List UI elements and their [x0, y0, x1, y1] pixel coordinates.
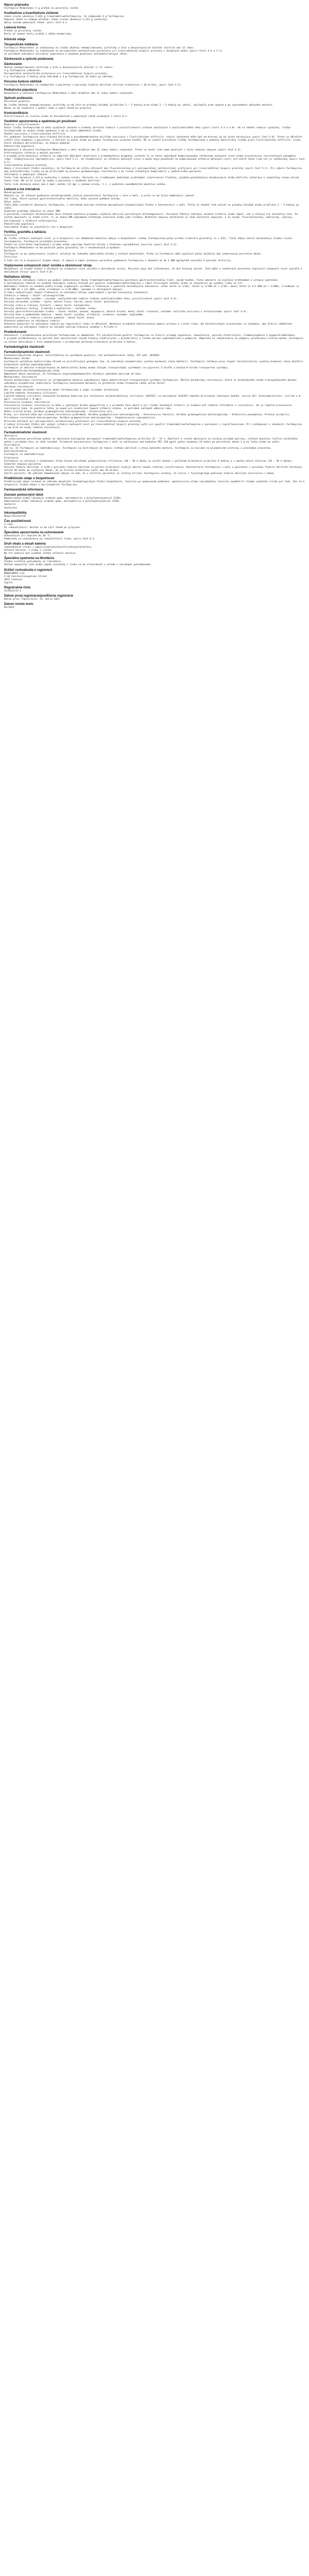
section-paragraph: Po jednorazovom perorálnom podaní je absolútna biologická dostupnosť trometamóliumfosfomycínu približne 33 – 53 %. Rýchlosť a rozsah absorpcie sa znižujú príjmom potravy, celkové množstvo liečiva vylúčeného močom v priebehu času je však rovnaké. Priemerné koncentrácie fosfomycínu v moči sa udržiavajú nad hodnotou MIC 128 μg/ml počas najmenej 24 hodín po perorálnej dávke 3 g na lačno alebo po jedle.: [4, 437, 298, 444]
section-heading: Terapeutické indikácie: [4, 42, 38, 46]
section-paragraph: 03/2023: [4, 606, 14, 609]
section-paragraph: Fosfomycín sa nemetabolizuje.: [4, 453, 46, 456]
section-paragraph: Pretrvávajúce infekcie a mužskí pacienti: [4, 151, 61, 155]
section-heading: Registračné číslo: [4, 585, 31, 589]
document-section: [4, 188, 305, 229]
section-heading: Názov prípravku: [4, 3, 29, 7]
section-paragraph: Akútna nekomplikovaná cystitída u žien a dospievajúcich dievčat (> 12 rokov):: [4, 66, 114, 69]
section-paragraph: Poruchy dýchacej sústavy, hrudníka a mediastína – neznáme: astma.: [4, 307, 97, 310]
section-paragraph: Celkové poruchy a reakcie v mieste podania – menej časté: únava.: [4, 316, 96, 319]
document-section: [4, 477, 305, 487]
section-paragraph: Prášok na perorálny roztok.: [4, 30, 43, 33]
document-section: [4, 556, 305, 567]
section-paragraph: Pomocná látka so známym účinkom: Jedno vrecko obsahuje 2,213 g sacharózy.: [4, 19, 108, 22]
section-paragraph: Farmakoterapeutická skupina: Antiinfektíva na systémové použitie, iné antibakteriálne látky, ATC kód: J01XX01: [4, 354, 160, 357]
section-heading: Lieková forma: [4, 26, 26, 30]
section-paragraph: Žiadne zvláštne požiadavky na likvidáciu.: [4, 561, 63, 564]
section-paragraph: Fosfomycín sa po jednorazovej injekcii vylučuje do ľudského materského mlieka v nízkych množstvách. Preto sa fosfomycín môže používať počas dojčenia ako jednorazová perorálna dávka.: [4, 253, 262, 256]
section-paragraph: Metoklopramid:: [4, 191, 24, 194]
section-paragraph: Vplyv jedla:: [4, 200, 22, 204]
section-paragraph: Fosfomycin Medochemie je indikovaný na perioperačnú antibiotickú profylaxiu pri transrektálnej biopsii prostaty u dospelých mužov (pozri časti 4.4 a 5.1).: [4, 49, 224, 53]
section-heading: Dávkovanie a spôsob podávania: [4, 57, 54, 61]
section-heading: Druh obalu a obsah balenia: [4, 542, 46, 546]
section-paragraph: Sacharín: [4, 503, 16, 506]
section-paragraph: 3 g fosfomycínu 3 hodiny pred zákrokom a 3 g fosfomycínu 24 hodín po zákroku.: [4, 76, 114, 79]
section-paragraph: Limitné hodnoty testovania citlivosti: [4, 392, 57, 395]
document-section: [4, 275, 305, 330]
section-paragraph: Poruchy srdca a srdcovej činnosti – menej časté: tachykardia.: [4, 304, 91, 307]
section-paragraph: Biely až takmer biely prášok s vôňou mandarínky.: [4, 33, 73, 36]
section-paragraph: Starší pacienti: Na základe obmedzených údajov sa zdá, že u starších pacientov je renálny klírens fosfomycínu znížený, čo súvisí s fyziologickým poklesom funkcie obličiek súvisiacim s vekom.: [4, 472, 275, 475]
section-paragraph: Predklinické údaje získané na základe obvyklých farmakologických štúdií bezpečnosti, toxicity po opakovanom podávaní, genotoxicity alebo reprodukčnej toxicity neodhalili žiadne osobitné riziko pre ľudí. Nie sú k dispozícii žiadne údaje o karcinogenite fosfomycínu.: [4, 481, 305, 487]
section-heading: Dátum revízie textu: [4, 602, 33, 606]
section-paragraph: Hlásenie podozrení na nežiaduce reakcie po registrácii lieku je dôležité. Umožňuje priebežné monitorovanie pomeru prínosu a rizika lieku. Od zdravotníckych pracovníkov sa vyžaduje, aby hlásili akékoľvek podozrenia na nežiaduce reakcie na národné centrum hlásenia uvedené v Prílohe V.: [4, 323, 292, 329]
section-paragraph: Perioperačná antibiotická profylaxia pri transrektálnej biopsii prostaty:: [4, 73, 108, 76]
section-heading: Predklinické údaje o bezpečnosti: [4, 477, 55, 481]
document-section: [4, 26, 305, 36]
section-paragraph: Pediatrická populácia: [4, 223, 35, 226]
section-heading: Inkompatibility: [4, 511, 27, 515]
document-section: [4, 57, 305, 61]
section-paragraph: Podmienky na uchovávanie po rekonštitúcii lieku, pozri časť 6.3.: [4, 538, 96, 540]
section-paragraph: 3011 Limassol: [4, 578, 23, 581]
section-paragraph: Fosfomycín uplatňuje baktericídny účinok na proliferujúce patogény tým, že zabraňuje enzymatickej syntéze bunkovej steny baktérií. Fosfomycín inhibuje prvý stupeň intracelulárnej syntézy bunkovej steny baktérií blokovaním syntézy peptidoglykánu.: [4, 360, 303, 366]
section-paragraph: Fosfomycin Medochemie sa má používať počas gravidity len v nevyhnutných prípadoch.: [4, 247, 121, 250]
section-paragraph: Tento liek obsahuje menej ako 1 mmol sodíka (23 mg) v jednom vrecku, t.j. v podstate zanedbateľné množstvo sodíka.: [4, 183, 167, 186]
section-paragraph: Bezpečnosť a účinnosť Fosfomycinu Medochemie u detí mladších ako 12 rokov neboli stanovené.: [4, 92, 134, 95]
section-paragraph: Pomarančová aróma (obsahuje arabskú gumu, maltodextrín a butylhydroxyanizol E320): [4, 500, 120, 503]
section-paragraph: Neaplikovateľné.: [4, 515, 27, 518]
section-paragraph: V nasledujúcej tabuľke sú uvedené nežiaduce reakcie hlásené pri použití trometamóliumfosfomycínu v rámci klinických skúšaní alebo zo skúseností po uvedení lieku na trh.: [4, 282, 244, 285]
section-paragraph: Tento liek obsahuje 2,213 g sacharózy v jednom vrecku. Pacienti so zriedkavými dedičnými problémami intolerancie fruktózy, glukózo-galaktózovej malabsorpcie alebo deficitu sacharázy a izomaltázy nesmú užívať tento liek. Má sa to vziať do úvahy u pacientov s diabetes mellitus.: [4, 177, 299, 183]
document-section: [4, 568, 305, 585]
section-paragraph: Skrížená rezistencia: [4, 385, 33, 388]
section-paragraph: U pacientov liečených antibiotikami bolo hlásené množstvo prípadov zvýšenia aktivity perorálnych antikoagulancií. Rizikové faktory zahŕňajú závažnú infekciu alebo zápal, vek a celkový zlý zdravotný stav. Za týchto okolností je ťažké určiť, či je zmena INR spôsobená infekčným ochorením alebo jeho liečbou. Niektoré skupiny antibiotík sú však častejšie zapojené, a to najmä: fluorochinolóny, makrolidy, cyklíny, kotrimoxazol a niektoré cefalosporíny.: [4, 213, 298, 223]
section-paragraph: Dátum prvej registrácie: 23. marca 2021: [4, 598, 60, 601]
section-paragraph: Na liečbu infekcií močových ciest je k dispozícii len obmedzené množstvo údajov o bezpečnosti liečby fosfomycínom počas prvého trimestra gravidity (n = 152). Tieto údaje zatiaľ nenaznačujú žiadne riziko teratogenity. Fosfomycín prechádza placentou.: [4, 237, 292, 243]
section-paragraph: Absorpcia: [4, 434, 17, 437]
section-paragraph: U ľudí nie sú k dispozícii žiadne údaje. U samcov a samíc potkanov perorálne podávanie fosfomycínu v dávkach až do 1 000 mg/kg/deň neviedlo k poruche fertility.: [4, 259, 232, 262]
document-section: [4, 88, 305, 95]
section-heading: Farmakokinetické vlastnosti: [4, 430, 47, 434]
document-section: [4, 11, 305, 25]
section-paragraph: Fertilita: [4, 256, 17, 259]
document-section: [4, 431, 305, 476]
section-paragraph: 3 g fosfomycínu jedenkrát.: [4, 69, 41, 72]
section-paragraph: Jedno vrecko obsahuje 5,631 g trometamóliumfosfomycínu, čo zodpovedá 3 g fosfomycínu.: [4, 15, 126, 19]
document-section: [4, 511, 305, 518]
section-paragraph: Pediatrická populácia: [4, 145, 35, 148]
section-paragraph: Interakčné štúdie sa uskutočnili len u dospelých.: [4, 226, 74, 229]
section-heading: Pediatrická populácia: [4, 88, 37, 92]
document-section: [4, 531, 305, 541]
section-paragraph: Veľkosť balenia: 1 alebo 2 vrecká.: [4, 549, 53, 552]
section-paragraph: Všetok nepoužitý liek alebo odpad vzniknutý z lieku sa má zlikvidovať v súlade s národnými požiadavkami.: [4, 564, 152, 567]
document-section: [4, 43, 305, 56]
section-paragraph: Po rekonštitúcii: Roztok sa má užiť ihneď po príprave.: [4, 526, 81, 529]
section-paragraph: Bezpečnosť a účinnosť Fosfomycinu Medochemie u detí mladších ako 12 rokov neboli stanovené. Preto sa tento liek nemá používať v tejto vekovej skupine (pozri časť 4.2).: [4, 148, 242, 151]
section-paragraph: Nevykonali sa žiadne štúdie o účinkoch na schopnosť viesť vozidlá a obsluhovať stroje. Pacienti majú byť informovaní, že bol hlásený závrat. Toto môže u niektorých pacientov ovplyvniť schopnosť viesť vozidlá a obsluhovať stroje (pozri časť 4.8).: [4, 267, 302, 274]
section-paragraph: Dojčenie: [4, 250, 16, 253]
section-paragraph: Hlavný mechanizmus rezistencie je chromozomálna mutácia spôsobujúca zmenu bakteriálnych transportných systémov fosfomycínu. Ďalšie mechanizmy rezistencie, ktoré sú plazmidového alebo transpozónového pôvodu, spôsobujú enzymatickú inaktiváciu fosfomycínu naviazaním molekuly na glutatión alebo štiepením väzby uhlík-fosfor.: [4, 379, 298, 385]
section-paragraph: Nie je známa skrížená rezistencia medzi fosfomycínom a inými triedami antibiotík.: [4, 388, 120, 392]
section-paragraph: Jednodávkové vrecko z papiera/polyetylénu/hliníka/polyetylénu.: [4, 546, 93, 549]
section-paragraph: Poruchy kože a podkožného tkaniva – menej časté: vyrážka, urtikária, svrbenie; neznáme: angioedém.: [4, 313, 144, 316]
section-paragraph: Transrektálna biopsia prostaty: [4, 164, 47, 167]
document-section: [4, 80, 305, 87]
section-paragraph: V prípade pretrvávajúcej infekcie sa odporúča dôkladné vyšetrenie a prehodnotenie diagnózy, pretože to je často spôsobené komplikovanými infekciami močových ciest alebo prevalenciou rezistentných patogénov (napr. Staphylococcus saprophyticus, pozri časť 5.1). Vo všeobecnosti sa infekcie močových ciest u mužov majú považovať za komplikované infekcie močových ciest, pre ktoré tento liek nie je indikovaný (pozri časť 4.1).: [4, 155, 305, 164]
section-paragraph: Hlásenie podozrení na nežiaduce reakcie: [4, 320, 60, 323]
section-paragraph: Osobitné skupiny pacientov: [4, 463, 41, 466]
document-section: [4, 594, 305, 601]
section-heading: Ovplyvnenie schopnosti viesť vozidlá a obsluhovať stroje: [4, 263, 92, 267]
section-heading: Špeciálne opatrenia na likvidáciu: [4, 556, 55, 561]
document-section: [4, 120, 305, 187]
section-paragraph: Reakcie z precitlivenosti: [4, 123, 40, 126]
section-heading: Spôsob podávania: [4, 96, 33, 100]
document-section: [4, 230, 305, 263]
section-paragraph: Skúsenosti s predávkovaním perorálnym fosfomycínom sú obmedzené. Pri parenterálnom použití fosfomycínu sa hlásili prípady hypotonie, somnolencie, poruchy elektrolytov, trombocytopénie a hypoprotrombinémie.: [4, 334, 296, 337]
section-paragraph: Fosfomycin Medochemie 3 g prášok na perorálny roztok: [4, 7, 78, 10]
section-paragraph: Osobitné problémy týkajúce sa zmien INR:: [4, 210, 61, 213]
document-section: [4, 345, 305, 349]
section-paragraph: Uchovávajte pri teplote do 30 °C.: [4, 534, 52, 537]
section-heading: Predávkovanie: [4, 330, 27, 334]
section-paragraph: Hnačka súvisiaca s Clostridioides difficile: [4, 133, 65, 136]
section-paragraph: V jednej klinickej štúdii bol výskyt infekcií močových ciest po transrektálnej biopsii prostaty vyšší pri použití trometamóliumfosfomycínu v porovnaní s ciprofloxacínom. Pri rozhodovaní o vhodnosti fosfomycínu sa má brať do úvahy lokálna rezistencia.: [4, 423, 302, 429]
section-heading: Špeciálne upozornenia na uchovávanie: [4, 530, 64, 534]
section-paragraph: Údaje z klinických štúdií naznačujú, že fosfomycín má nižšiu účinnosť ako fluorochinolóny pri perioperačnej antibiotickej profylaxii pri transrektálnej biopsii prostaty (pozri časť 5.1). Pri výbere fosfomycínu ako profylaktickej liečby sa má prihliadať na miestnu epidemiológiu rezistencie a na riziko infekčných komplikácií u jednotlivého pacienta.: [4, 167, 302, 174]
section-paragraph: Prevalencia získanej rezistencie: [4, 401, 50, 404]
document-section: [4, 493, 305, 510]
section-heading: Kvalitatívne a kvantitatívne zloženie: [4, 11, 59, 15]
section-heading: Klinické údaje: [4, 37, 26, 41]
section-paragraph: Mechanizmus účinku: [4, 357, 30, 360]
section-paragraph: Najčastejšie nežiaduce reakcie po podaní jednorazovej dávky trometamóliumfosfomycínu postihujú gastrointestinálny trakt, najmä hnačka. Tieto udalosti sú zvyčajne krátkodobé a ustúpia spontánne.: [4, 279, 279, 282]
section-paragraph: Jedlo môže oneskoriť absorpciu fosfomycínu, s následným miernym znížením maximálnych plazmatických hladín a koncentrácií v moči. Preto je vhodné liek užívať na prázdny žalúdok alebo približne 2 – 3 hodiny po jedle.: [4, 204, 299, 210]
section-paragraph: Na liečbu akútnej nekomplikovanej cystitídy sa má užiť na prázdny žalúdok (približne 2 – 3 hodiny pred alebo 2 – 3 hodiny po jedle), najlepšie pred spaním a po vyprázdnení močového mechúra.: [4, 104, 273, 107]
section-paragraph: Perorálne použitie.: [4, 100, 31, 104]
section-heading: Osobitné upozornenia a opatrenia pri používaní: [4, 119, 76, 123]
document-section: [4, 542, 305, 555]
section-heading: Dátum prvej registrácie/predĺženia registrácie: [4, 594, 74, 598]
section-paragraph: Farmakokinetický/farmakodynamický vzťah: [4, 370, 60, 373]
section-paragraph: Klinická účinnosť pri perioperačnej antibiotickej profylaxii pri transrektálnej biopsii prostaty: [4, 420, 141, 423]
section-heading: Dávkovanie: [4, 62, 22, 66]
section-paragraph: Dávka sa má rozpustiť v pohári vody a vypiť ihneď po príprave.: [4, 107, 93, 110]
section-paragraph: Zdá sa, že fosfomycín sa nemetabolizuje. Fosfomycín sa distribuuje do tkanív vrátane obličiek a steny močového mechúra. Fosfomycín sa neviaže na plazmatické proteíny a prechádza placentou.: [4, 447, 272, 450]
section-paragraph: 1-10 Constantinoupoleos Street: [4, 575, 47, 578]
section-paragraph: Fosfomycin Medochemie sa neodporúča u pacientov s poruchou funkcie obličiek (klírens kreatinínu < 10 ml/min, pozri časť 5.2).: [4, 84, 182, 87]
section-paragraph: Nežiaduce reakcie sú uvedené podľa triedy orgánových systémov a frekvencie s použitím nasledujúcej konvencie: veľmi časté (≥ 1/10), časté (≥ 1/100 až < 1/10), menej časté (≥ 1/1 000 až < 1/100), zriedkavé (≥ 1/10 000 až < 1/1 000), veľmi zriedkavé (< 1/10 000), neznáme (z dostupných údajov).: [4, 285, 299, 292]
section-paragraph: Biotransformácia: [4, 450, 27, 453]
section-paragraph: Prirodzene rezistentné mikroorganizmy: Aeróbne grampozitívne mikroorganizmy – Staphylococcus saprophyticus.: [4, 417, 157, 420]
section-paragraph: Mechanizmus rezistencie: [4, 376, 37, 379]
section-paragraph: Pri podávaní fosfomycínu bola hlásená kolitída a pseudomembranózna kolitída súvisiaca s Clostridioides difficile, ktorej závažnosť môže byť od miernej až po život ohrozujúcu (pozri časť 4.8). Preto je dôležité zvážiť túto diagnózu u pacientov, u ktorých sa počas alebo po podaní fosfomycínu vyskytne hnačka. Má sa zvážiť prerušenie liečby fosfomycínom a podanie špecifickej liečby proti Clostridioides difficile. Lieky, ktoré inhibujú peristaltiku, sa nemajú podávať.: [4, 136, 302, 145]
document-section: [4, 96, 305, 110]
section-heading: Fertilita, gravidita a laktácia: [4, 230, 46, 234]
section-paragraph: Druhy, pri ktorých môže byť získaná rezistencia problémom: Aeróbne grampozitívne mikroorganizmy – Enterococcus faecalis; Aeróbne gramnegatívne mikroorganizmy – Klebsiella pneumoniae, Proteus mirabilis.: [4, 414, 290, 417]
section-heading: Farmakodynamické vlastnosti: [4, 350, 50, 354]
section-heading: Liekové a iné interakcie: [4, 187, 40, 191]
section-paragraph: Informácie o pomocných látkach: [4, 174, 47, 177]
section-paragraph: Ukázalo sa, že súčasné podávanie metoklopramidu znižuje koncentrácie fosfomycínu v sére a moči, a preto sa má tejto kombinácii vyhnúť.: [4, 194, 195, 197]
section-heading: Kontraindikácie: [4, 111, 28, 115]
section-heading: Farmaceutické informácie: [4, 488, 44, 492]
section-paragraph: 15/0123/21-S: [4, 589, 22, 592]
section-paragraph: Fosfomycín sa vylučuje v nezmenenej forme hlavne obličkami glomerulárnou filtráciou (40 – 50 % dávky sa vylúči močom) s polčasom eliminácie približne 4 hodiny a v menšej miere stolicou (18 – 28 % dávky).: [4, 460, 294, 463]
section-paragraph: Prevalencia získanej rezistencie sa môže u vybraných druhov geograficky a v priebehu času meniť a pri liečbe závažných infekcií je žiaduce mať lokálne informácie o rezistencii. Ak je lokálna prevalencia rezistencie taká, že použitie látky je aspoň pri niektorých typoch infekcií otázne, je potrebné vyhľadať odbornú radu.: [4, 404, 292, 411]
section-paragraph: Porucha funkcie obličiek: U osôb s poruchou funkcie obličiek sa polčas eliminácie zvyšuje úmerne stupňu renálnej insuficiencie. Koncentrácie fosfomycínu v moči u pacientov s poruchou funkcie obličiek zostávajú účinné 48 hodín po zvyčajnej dávke, ak je klírens kreatinínu vyšší ako 10 ml/min.: [4, 466, 302, 472]
section-paragraph: Cyprus: [4, 581, 13, 584]
document-section: [4, 602, 305, 609]
section-paragraph: Eliminácia: [4, 456, 19, 460]
section-paragraph: Precitlivenosť na liečivo alebo na ktorúkoľvek z pomocných látok uvedených v časti 6.1.: [4, 115, 128, 118]
section-paragraph: Limitné hodnoty citlivosti stanovené Európskou komisiou pre testovanie antimikrobiálnej citlivosti (EUCAST) sú nasledovné (EUCAST tabuľka klinických limitných hodnôt, verzia 10): Enterobacterales: citlivé ≤ 8 mg/l, rezistentné > 8 mg/l.: [4, 395, 301, 401]
section-paragraph: Úplný zoznam pomocných látok, pozri časť 6.1.: [4, 22, 68, 25]
document-section: [4, 62, 305, 79]
document-section: [4, 330, 305, 344]
section-heading: Porucha funkcie obličiek: [4, 80, 42, 84]
document-section: [4, 488, 305, 492]
section-paragraph: Poruchy imunitného systému – neznáme: anafylaktické reakcie vrátane anafylaktického šoku, precitlivenosť (pozri časť 4.4).: [4, 298, 178, 301]
document-section: [4, 38, 305, 42]
section-paragraph: V prípade predávkovania sa pacient musí monitorovať (najmä hladiny elektrolytov v plazme/sére) a liečba má byť symptomatická a podporná. Odporúča sa rehydratácia na podporu vylučovania liečiva močom. Fosfomycín sa účinne odstraňuje z tela hemodialýzou s priemerným polčasom eliminácie približne 4 hodiny.: [4, 337, 303, 344]
section-paragraph: 3 roky.: [4, 523, 14, 526]
section-paragraph: Bežne citlivé druhy: Aeróbne gramnegatívne mikroorganizmy – Escherichia coli.: [4, 411, 114, 414]
section-paragraph: Štúdie na zvieratách nepreukázali priame alebo nepriame škodlivé účinky z hľadiska reprodukčnej toxicity (pozri časť 5.3).: [4, 244, 178, 247]
section-paragraph: Distribúcia: [4, 444, 20, 447]
section-heading: Čas použiteľnosti: [4, 519, 31, 523]
section-paragraph: Infekcie a nákazy – časté: vulvovaginitída.: [4, 295, 65, 298]
section-paragraph: Sacharóza: [4, 506, 17, 510]
section-paragraph: V rámci jednotlivých skupín frekvencií sú nežiaduce účinky usporiadané v poradí klesajúcej závažnosti.: [4, 292, 150, 295]
section-paragraph: Obmedzené údaje naznačujú, že fosfomycín najpravdepodobnejšie účinkuje spôsobom závislým od času.: [4, 373, 143, 376]
document-section: [4, 519, 305, 530]
section-paragraph: Gravidita: [4, 234, 17, 237]
document-section: [4, 111, 305, 118]
section-paragraph: Poruchy nervového systému – časté: bolesť hlavy, závrat; menej časté: parestézia.: [4, 301, 120, 304]
document-page: [0, 0, 309, 614]
section-paragraph: Počas liečby fosfomycínom sa môžu vyskytnúť závažné a niekedy smrteľné reakcie z precitlivenosti vrátane anafylaxie a anafylaktického šoku (pozri časti 4.3 a 4.8). Ak sa takéto reakcie vyskytnú, liečba fosfomycínom sa nesmie nikdy opakovať a má sa začať adekvátna liečba.: [4, 126, 290, 132]
document-section: [4, 586, 305, 593]
document-section: [4, 3, 305, 10]
section-paragraph: Je potrebné zohľadniť oficiálne usmernenia o vhodnom používaní antibakteriálnych látok.: [4, 53, 128, 56]
section-heading: Držiteľ rozhodnutia o registrácii: [4, 568, 53, 572]
section-heading: Farmakologické vlastnosti: [4, 345, 44, 349]
section-heading: Zoznam pomocných látok: [4, 493, 43, 497]
section-paragraph: MEDOCHEMIE Ltd.: [4, 572, 26, 575]
section-paragraph: Iné lieky, ktoré zvyšujú gastrointestinálnu motilitu, môžu vyvolať podobné účinky.: [4, 197, 121, 200]
section-paragraph: Mandarínková aróma (obsahuje arabskú gumu, maltodextrín a butylhydroxyanizol E320): [4, 497, 121, 500]
section-paragraph: Na trh nemusia byť uvedené všetky veľkosti balenia.: [4, 552, 77, 555]
document-section: [4, 264, 305, 274]
document-section: [4, 350, 305, 430]
section-heading: Nežiaduce účinky: [4, 275, 31, 279]
section-paragraph: Fosfomycin Medochemie je indikovaný na liečbu akútnej nekomplikovanej cystitídy u žien a dospievajúcich dievčat staršich ako 12 rokov.: [4, 46, 195, 49]
section-paragraph: Poruchy gastrointestinálneho traktu – časté: hnačka, nauzea, dyspepsia, bolesť brucha; menej časté: vracanie; neznáme: kolitída súvisiaca s antibiotikami (pozri časť 4.4).: [4, 310, 248, 313]
section-paragraph: Fosfomycín je aktívne transportovaný do bakteriálnej bunky dvoma rôznymi transportnými systémami (sn-glycerol-3-fosfát a hexóza-6-fosfát transportné systémy).: [4, 366, 229, 369]
